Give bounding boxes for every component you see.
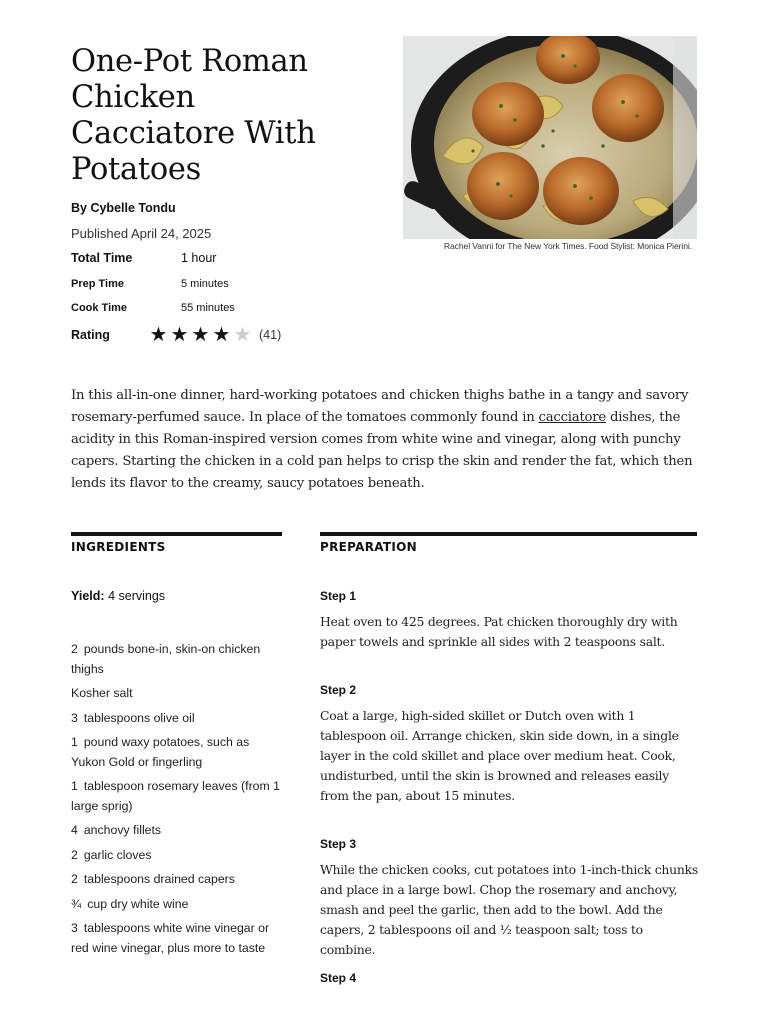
ingredient-quantity: 4 — [71, 823, 78, 837]
ingredient-item — [71, 640, 282, 679]
ingredient-item — [71, 709, 282, 729]
ingredient-item — [71, 733, 282, 772]
ingredient-item — [71, 821, 282, 841]
ingredient-text: tablespoons white wine vinegar or red wine vinegar, plus more to taste — [71, 921, 270, 955]
total-time-label: Total Time — [71, 251, 133, 265]
preparation-rule — [320, 532, 697, 536]
step-3-text: While the chicken cooks, cut potatoes into 1-inch-thick chunks and place in a large bowl. Chop the rosemary and anchovy, smash and peel the garlic, then add to the bowl. Add the capers, 2 tablespoons oil and ½ teaspoon salt; toss to combine. — [320, 862, 698, 957]
step-2-label: Step 2 — [320, 683, 357, 697]
prep-time-value: 5 minutes — [181, 278, 229, 290]
ingredient-item — [71, 777, 282, 816]
ingredient-item — [71, 684, 282, 704]
ingredient-quantity: 2 — [71, 847, 78, 862]
ingredient-quantity: 3 — [71, 921, 78, 935]
ingredient-text: cup dry white wine — [87, 896, 189, 911]
ingredients-heading: INGREDIENTS — [71, 540, 166, 554]
recipe-title: One-Pot Roman Chicken Cacciatore With Potatoes — [71, 44, 316, 187]
preparation-heading: PREPARATION — [320, 540, 418, 554]
ingredient-quantity: 2 — [71, 872, 78, 886]
ingredient-item — [71, 870, 282, 890]
ingredient-text: tablespoons drained capers — [83, 872, 235, 886]
star-icon[interactable]: ★ — [191, 324, 210, 346]
cacciatore-link[interactable]: cacciatore — [538, 410, 606, 425]
cook-time-label: Cook Time — [71, 302, 128, 314]
ingredient-text: tablespoons olive oil — [83, 710, 195, 725]
intro-text-2: dishes, the acidity in this Roman-inspired version comes from white wine and vinegar, along with punchy capers. Starting the chicken in a cold pan helps to crisp the skin and render the fat, which then lends its flavor to the creamy, saucy potatoes beneath. — [71, 410, 693, 491]
ingredient-quantity: 3 — [71, 710, 78, 725]
star-icon[interactable]: ★ — [149, 324, 168, 346]
ingredient-quantity: 1 — [71, 779, 78, 793]
published-date: Published April 24, 2025 — [71, 226, 212, 241]
author-byline[interactable]: By Cybelle Tondu — [71, 201, 176, 215]
rating-count[interactable]: (41) — [259, 328, 282, 342]
rating-stars[interactable] — [148, 323, 253, 347]
recipe-photo — [403, 36, 697, 239]
star-icon[interactable]: ★ — [233, 324, 252, 346]
yield — [71, 589, 165, 603]
ingredient-text: garlic cloves — [83, 847, 152, 862]
skillet-photo-illustration — [403, 36, 697, 239]
ingredient-text: pound waxy potatoes, such as Yukon Gold or fingerling — [71, 735, 250, 769]
ingredient-text: anchovy fillets — [83, 823, 162, 837]
ingredients-list — [71, 640, 282, 963]
star-icon[interactable]: ★ — [170, 324, 189, 346]
recipe-intro — [71, 385, 698, 495]
ingredient-quantity: 2 — [71, 642, 78, 656]
step-1-label: Step 1 — [320, 589, 357, 603]
step-2-text: Coat a large, high-sided skillet or Dutch oven with 1 tablespoon oil. Arrange chicken, skin side down, in a single layer in the cold skillet and place over medium heat. Cook, undisturbed, until the skin is browned and releases easily from the pan, about 15 minutes. — [320, 708, 679, 803]
photo-caption: Rachel Vanni for The New York Times. Food Stylist: Monica Pierini. — [443, 241, 692, 251]
prep-time-label: Prep Time — [71, 278, 124, 290]
ingredient-item — [71, 846, 282, 866]
yield-value: 4 servings — [108, 589, 166, 603]
step-3-label: Step 3 — [320, 837, 357, 851]
ingredient-text: pounds bone-in, skin-on chicken thighs — [71, 642, 261, 676]
ingredient-item — [71, 895, 282, 915]
ingredient-text: tablespoon rosemary leaves (from 1 large sprig) — [71, 779, 280, 813]
total-time-value: 1 hour — [181, 251, 217, 265]
step-1-text: Heat oven to 425 degrees. Pat chicken thoroughly dry with paper towels and sprinkle all sides with 2 teaspoons salt. — [320, 614, 678, 649]
ingredient-quantity: 1 — [71, 735, 78, 749]
yield-label: Yield: — [71, 589, 105, 603]
step-4-label: Step 4 — [320, 971, 357, 985]
ingredient-text: Kosher salt — [71, 686, 133, 700]
star-icon[interactable]: ★ — [212, 324, 231, 346]
cook-time-value: 55 minutes — [181, 302, 235, 314]
ingredient-item — [71, 919, 282, 958]
intro-text-1: In this all-in-one dinner, hard-working potatoes and chicken thighs bathe in a tangy and savory rosemary-perfumed sauce. In place of the tomatoes commonly found in — [71, 388, 689, 425]
ingredient-quantity: ¾ — [71, 896, 82, 911]
rating-label: Rating — [71, 328, 110, 342]
ingredients-rule — [71, 532, 282, 536]
